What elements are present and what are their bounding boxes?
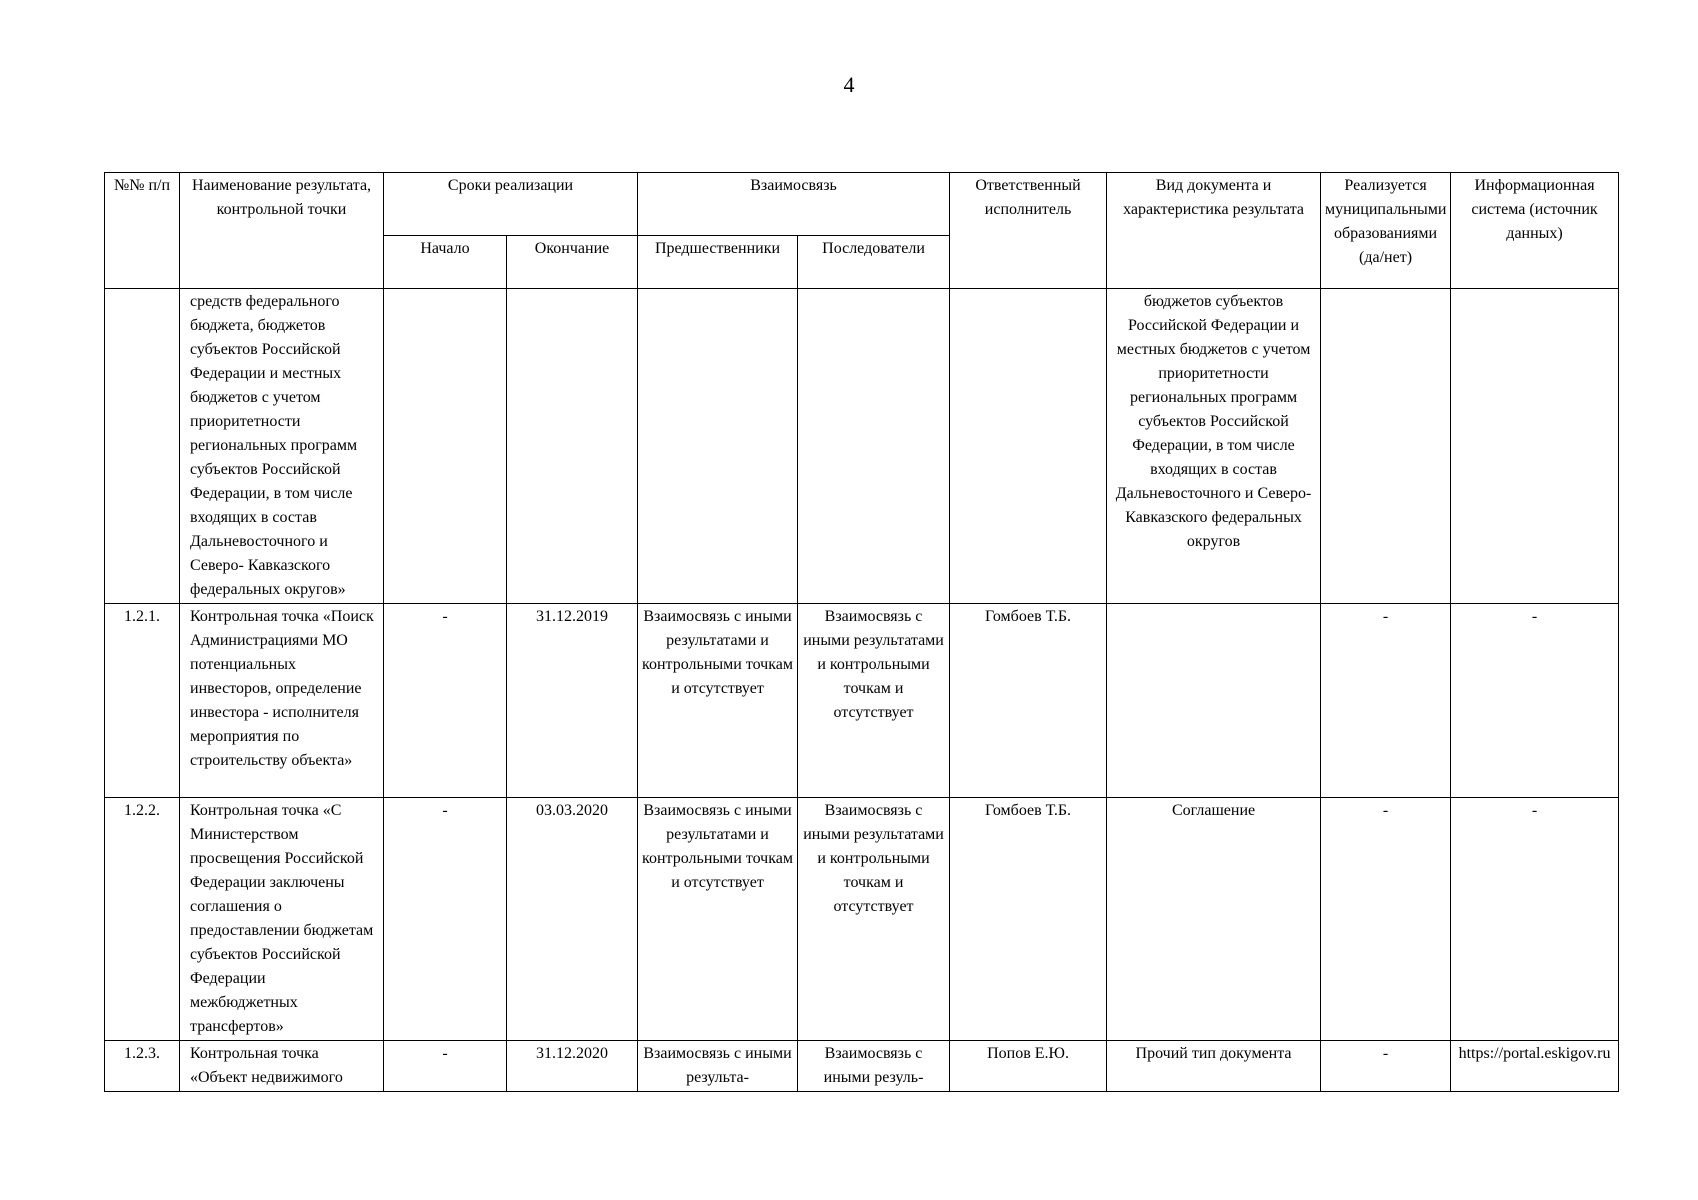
cell-start: - (384, 604, 507, 798)
cell-name: средств федерального бюджета, бюджетов субъектов Российской Федерации и местных бюджетов с учетом приоритетности региональных программ субъектов Российской Федерации, в том числе входящих в состав Дальневосточного и Северо- Кавказского федеральных округов» (180, 289, 384, 604)
cell-name: Контрольная точка «Поиск Администрациями МО потенциальных инвесторов, определение инвестора - исполнителя мероприятия по строительству объекта» (180, 604, 384, 798)
cell-predecessors: Взаимосвязь с иными результатами и контрольными точкам и отсутствует (638, 798, 798, 1041)
cell-successors: Взаимосвязь с иными результатами и контрольными точкам и отсутствует (798, 604, 950, 798)
cell-info-system: - (1451, 798, 1619, 1041)
cell-responsible: Гомбоев Т.Б. (950, 798, 1107, 1041)
cell-municipal: - (1321, 604, 1451, 798)
header-relation: Взаимосвязь (638, 173, 950, 236)
cell-municipal (1321, 289, 1451, 604)
table-row (105, 798, 1619, 1041)
cell-num: 1.2.3. (105, 1041, 180, 1092)
header-doc-type: Вид документа и характеристика результата (1107, 173, 1321, 289)
cell-responsible: Попов Е.Ю. (950, 1041, 1107, 1092)
header-predecessors: Предшественники (638, 236, 798, 289)
cell-num: 1.2.1. (105, 604, 180, 798)
cell-num: 1.2.2. (105, 798, 180, 1041)
header-end: Окончание (507, 236, 638, 289)
cell-municipal: - (1321, 1041, 1451, 1092)
cell-end: 31.12.2019 (507, 604, 638, 798)
cell-successors (798, 289, 950, 604)
cell-info-system: https://portal.eskigov.ru (1451, 1041, 1619, 1092)
cell-name: Контрольная точка «С Министерством просвещения Российской Федерации заключены соглашения о предоставлении бюджетам субъектов Российской Федерации межбюджетных трансфертов» (180, 798, 384, 1041)
header-terms: Сроки реализации (384, 173, 638, 236)
cell-start: - (384, 1041, 507, 1092)
page-number: 4 (843, 72, 855, 97)
cell-start (384, 289, 507, 604)
cell-predecessors (638, 289, 798, 604)
header-name: Наименование результата, контрольной точки (180, 173, 384, 289)
cell-successors: Взаимосвязь с иными результатами и контрольными точкам и отсутствует (798, 798, 950, 1041)
table-row (105, 1041, 1619, 1092)
cell-doc-type: Соглашение (1107, 798, 1321, 1041)
header-municipal: Реализуется муниципальными образованиями (да/нет) (1321, 173, 1451, 289)
header-start: Начало (384, 236, 507, 289)
cell-doc-type: Прочий тип документа (1107, 1041, 1321, 1092)
cell-responsible (950, 289, 1107, 604)
cell-municipal: - (1321, 798, 1451, 1041)
cell-info-system (1451, 289, 1619, 604)
header-row (105, 173, 1619, 236)
header-successors: Последователи (798, 236, 950, 289)
cell-end: 03.03.2020 (507, 798, 638, 1041)
results-table (104, 172, 1619, 1092)
table-row (105, 289, 1619, 604)
cell-predecessors: Взаимосвязь с иными результа- (638, 1041, 798, 1092)
cell-end (507, 289, 638, 604)
header-info-system: Информационная система (источник данных) (1451, 173, 1619, 289)
cell-end: 31.12.2020 (507, 1041, 638, 1092)
cell-start: - (384, 798, 507, 1041)
header-num: №№ п/п (105, 173, 180, 289)
cell-successors: Взаимосвязь с иными резуль- (798, 1041, 950, 1092)
cell-name: Контрольная точка «Объект недвижимого (180, 1041, 384, 1092)
cell-num (105, 289, 180, 604)
cell-doc-type (1107, 604, 1321, 798)
cell-responsible: Гомбоев Т.Б. (950, 604, 1107, 798)
cell-predecessors: Взаимосвязь с иными результатами и контрольными точкам и отсутствует (638, 604, 798, 798)
table-row (105, 604, 1619, 798)
header-responsible: Ответственный исполнитель (950, 173, 1107, 289)
cell-doc-type: бюджетов субъектов Российской Федерации и местных бюджетов с учетом приоритетности региональных программ субъектов Российской Федерации, в том числе входящих в состав Дальневосточного и Северо-Кавказского федеральных округов (1107, 289, 1321, 604)
cell-info-system: - (1451, 604, 1619, 798)
